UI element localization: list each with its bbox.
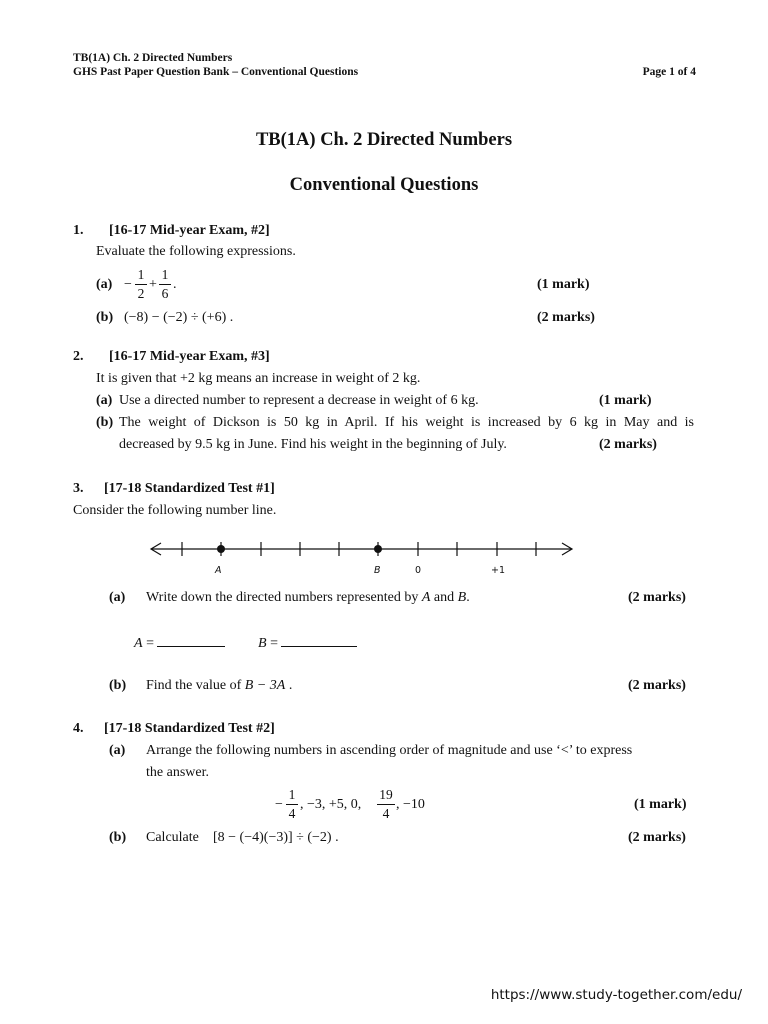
fraction-denominator: 2 — [137, 286, 145, 301]
header-chapter: TB(1A) Ch. 2 Directed Numbers — [73, 52, 233, 64]
part-b-label: (b) — [96, 415, 114, 430]
part-a-label: (a) — [109, 590, 126, 605]
header-bank-title: GHS Past Paper Question Bank – Conventional Questions — [73, 66, 359, 78]
part-b-marks: (2 marks) — [537, 310, 595, 325]
answer-a-variable: A — [134, 636, 143, 651]
equals-sign: = — [142, 636, 158, 651]
answer-b-blank[interactable] — [281, 634, 357, 647]
number-line — [145, 536, 580, 582]
equals-sign: = — [266, 636, 282, 651]
page-title: TB(1A) Ch. 2 Directed Numbers — [255, 130, 513, 150]
part-b-text: Calculate — [146, 830, 199, 845]
number-line-label-plus-one: +1 — [491, 565, 506, 576]
part-a-text-line1: Arrange the following numbers in ascending order of magnitude and use ‘<’ to express — [146, 743, 633, 758]
part-b-period: . — [285, 678, 293, 693]
variable-b: B — [457, 590, 467, 605]
part-b-label: (b) — [109, 830, 127, 845]
question-number: 2. — [73, 349, 84, 364]
question-intro: Consider the following number line. — [73, 503, 277, 518]
part-a-text-start: Write down the directed numbers represented by — [146, 590, 422, 605]
part-a-label: (a) — [96, 393, 113, 408]
fraction-numerator: 1 — [288, 787, 296, 802]
question-number: 4. — [73, 721, 84, 736]
part-b-marks: (2 marks) — [599, 437, 657, 452]
question-number: 1. — [73, 223, 84, 238]
question-source: [17-18 Standardized Test #2] — [104, 721, 275, 736]
fraction-bar — [135, 284, 147, 285]
part-b-text-line1: The weight of Dickson is 50 kg in April. If his weight is increased by 6 kg in May and is — [119, 415, 694, 430]
part-a-label: (a) — [109, 743, 126, 758]
part-b-text-line2: decreased by 9.5 kg in June. Find his weight in the beginning of July. — [119, 437, 507, 452]
question-intro: It is given that +2 kg means an increase in weight of 2 kg. — [96, 371, 421, 386]
answer-a-blank[interactable] — [157, 634, 225, 647]
part-a-text: Use a directed number to represent a decrease in weight of 6 kg. — [119, 393, 479, 408]
footer-url[interactable]: https://www.study-together.com/edu/ — [490, 987, 742, 1003]
fraction-bar — [159, 284, 171, 285]
part-a-marks: (1 mark) — [634, 797, 687, 812]
answer-b-variable: B — [258, 636, 267, 651]
part-b-label: (b) — [109, 678, 127, 693]
period: . — [173, 277, 177, 292]
part-a-marks: (2 marks) — [628, 590, 686, 605]
question-source: [16-17 Mid-year Exam, #2] — [109, 223, 270, 238]
part-a-label: (a) — [96, 277, 113, 292]
part-a-marks: (1 mark) — [599, 393, 652, 408]
minus-sign: − — [124, 277, 132, 292]
question-source: [17-18 Standardized Test #1] — [104, 481, 275, 496]
fraction-denominator: 4 — [382, 806, 390, 821]
part-b-label: (b) — [96, 310, 114, 325]
part-a-period: . — [466, 590, 470, 605]
fraction-numerator: 1 — [161, 267, 169, 282]
question-number: 3. — [73, 481, 84, 496]
page-subtitle: Conventional Questions — [289, 175, 479, 195]
part-b-marks: (2 marks) — [628, 678, 686, 693]
fraction-bar — [377, 804, 395, 805]
part-a-text-line2: the answer. — [146, 765, 209, 780]
point-a-dot — [217, 545, 225, 553]
answer-a-line — [134, 634, 225, 652]
minus-sign: − — [275, 797, 283, 812]
fraction-denominator: 4 — [288, 806, 296, 821]
variable-a: A — [421, 590, 431, 605]
part-b-marks: (2 marks) — [628, 830, 686, 845]
part-b-expression: B − 3A — [244, 678, 286, 693]
fraction-denominator: 6 — [161, 286, 169, 301]
fraction-numerator: 19 — [379, 787, 393, 802]
number-line-label-a: A — [215, 565, 222, 576]
number-list: , −3, +5, 0, — [300, 797, 362, 812]
part-b-text — [146, 678, 292, 694]
number-line-label-b: B — [374, 565, 381, 576]
plus-sign: + — [149, 277, 157, 292]
question-source: [16-17 Mid-year Exam, #3] — [109, 349, 270, 364]
part-b-expression: [8 − (−4)(−3)] ÷ (−2) . — [213, 830, 339, 845]
part-a-marks: (1 mark) — [537, 277, 590, 292]
question-intro: Evaluate the following expressions. — [96, 244, 296, 259]
part-b-text-start: Find the value of — [146, 678, 245, 693]
number-line-label-zero: 0 — [415, 565, 422, 576]
part-a-and: and — [430, 590, 458, 605]
header-page-number: Page 1 of 4 — [642, 66, 696, 78]
fraction-numerator: 1 — [137, 267, 145, 282]
part-b-expression: (−8) − (−2) ÷ (+6) . — [124, 310, 234, 325]
point-b-dot — [374, 545, 382, 553]
number-list-end: , −10 — [396, 797, 425, 812]
answer-b-line — [258, 634, 357, 652]
part-a-text — [146, 590, 470, 606]
fraction-bar — [286, 804, 298, 805]
